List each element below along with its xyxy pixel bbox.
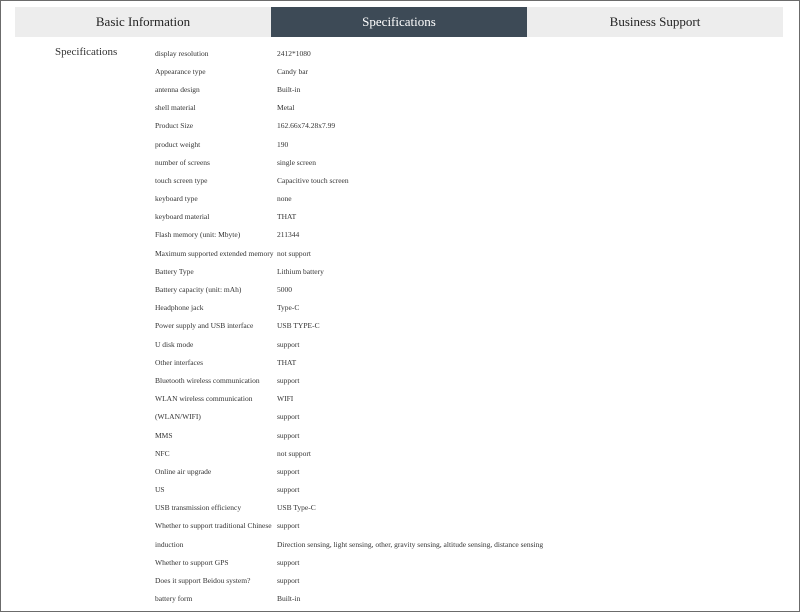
spec-value: support xyxy=(277,430,300,440)
spec-value: Type-C xyxy=(277,303,300,313)
spec-row xyxy=(155,462,775,480)
spec-row xyxy=(155,590,775,608)
spec-value: support xyxy=(277,412,300,422)
spec-value: USB TYPE-C xyxy=(277,321,320,331)
spec-value: 5000 xyxy=(277,285,292,295)
spec-label: battery form xyxy=(155,594,193,604)
spec-row xyxy=(155,390,775,408)
spec-row xyxy=(155,62,775,80)
spec-row xyxy=(155,135,775,153)
tab-basic-information[interactable]: Basic Information xyxy=(15,7,271,37)
spec-label: antenna design xyxy=(155,84,200,94)
spec-value: support xyxy=(277,485,300,495)
spec-label: WLAN wireless communication xyxy=(155,394,253,404)
spec-row xyxy=(155,553,775,571)
spec-row xyxy=(155,244,775,262)
spec-value: Candy bar xyxy=(277,66,309,76)
section-title: Specifications xyxy=(55,46,118,58)
spec-label: Flash memory (unit: Mbyte) xyxy=(155,230,241,240)
spec-row xyxy=(155,444,775,462)
spec-value: Built-in xyxy=(277,84,301,94)
spec-label: NFC xyxy=(155,448,170,458)
spec-row xyxy=(155,262,775,280)
spec-value: support xyxy=(277,521,300,531)
spec-label: display resolution xyxy=(155,48,209,58)
spec-label: Other interfaces xyxy=(155,357,204,367)
spec-row xyxy=(155,299,775,317)
spec-row xyxy=(155,117,775,135)
spec-value: 162.66x74.28x7.99 xyxy=(277,121,336,131)
spec-row xyxy=(155,226,775,244)
spec-label: Power supply and USB interface xyxy=(155,321,254,331)
spec-label: Maximum supported extended memory xyxy=(155,248,274,258)
spec-label: Appearance type xyxy=(155,66,206,76)
spec-label: Does it support Beidou system? xyxy=(155,576,251,586)
spec-value: support xyxy=(277,576,300,586)
spec-row xyxy=(155,44,775,62)
spec-label: US xyxy=(155,485,165,495)
spec-value: not support xyxy=(277,248,311,258)
spec-row xyxy=(155,408,775,426)
spec-row xyxy=(155,335,775,353)
spec-label: touch screen type xyxy=(155,175,208,185)
spec-value: 190 xyxy=(277,139,289,149)
spec-row xyxy=(155,571,775,589)
spec-row xyxy=(155,171,775,189)
spec-label: Whether to support traditional Chinese xyxy=(155,521,272,531)
spec-value: THAT xyxy=(277,212,297,222)
spec-label: keyboard material xyxy=(155,212,210,222)
spec-row xyxy=(155,317,775,335)
spec-label: Whether to support GPS xyxy=(155,557,229,567)
spec-value: single screen xyxy=(277,157,316,167)
spec-value: THAT xyxy=(277,357,297,367)
spec-label: shell material xyxy=(155,103,196,113)
spec-row xyxy=(155,190,775,208)
spec-label: induction xyxy=(155,539,184,549)
spec-value: not support xyxy=(277,448,311,458)
spec-label: Bluetooth wireless communication xyxy=(155,375,260,385)
tab-specifications[interactable]: Specifications xyxy=(271,7,527,37)
spec-label: MMS xyxy=(155,430,173,440)
spec-value: WIFI xyxy=(277,394,294,404)
spec-list xyxy=(155,44,775,608)
spec-value: Lithium battery xyxy=(277,266,324,276)
spec-value: support xyxy=(277,339,300,349)
spec-row xyxy=(155,280,775,298)
spec-row xyxy=(155,499,775,517)
spec-row xyxy=(155,353,775,371)
spec-label: Product Size xyxy=(155,121,194,131)
spec-value: Metal xyxy=(277,103,295,113)
spec-value: none xyxy=(277,194,292,204)
spec-row xyxy=(155,208,775,226)
spec-label: product weight xyxy=(155,139,201,149)
spec-value: 211344 xyxy=(277,230,300,240)
spec-row xyxy=(155,517,775,535)
tab-bar xyxy=(15,7,783,37)
spec-value: support xyxy=(277,557,300,567)
spec-value: USB Type-C xyxy=(277,503,316,513)
spec-value: support xyxy=(277,375,300,385)
spec-label: (WLAN/WIFI) xyxy=(155,412,201,422)
spec-value: Direction sensing, light sensing, other, gravity sensing, altitude sensing, distance sensing xyxy=(277,539,544,549)
spec-label: Battery capacity (unit: mAh) xyxy=(155,285,242,295)
spec-label: number of screens xyxy=(155,157,210,167)
spec-label: USB transmission efficiency xyxy=(155,503,242,513)
spec-label: Headphone jack xyxy=(155,303,204,313)
spec-row xyxy=(155,481,775,499)
spec-label: Online air upgrade xyxy=(155,466,212,476)
spec-row xyxy=(155,426,775,444)
spec-row xyxy=(155,99,775,117)
spec-value: support xyxy=(277,466,300,476)
spec-value: Capacitive touch screen xyxy=(277,175,349,185)
spec-label: U disk mode xyxy=(155,339,194,349)
spec-label: Battery Type xyxy=(155,266,194,276)
spec-value: Built-in xyxy=(277,594,301,604)
spec-label: keyboard type xyxy=(155,194,198,204)
spec-value: 2412*1080 xyxy=(277,48,311,58)
spec-row xyxy=(155,153,775,171)
tab-business-support[interactable]: Business Support xyxy=(527,7,783,37)
spec-row xyxy=(155,80,775,98)
spec-row xyxy=(155,535,775,553)
spec-row xyxy=(155,371,775,389)
